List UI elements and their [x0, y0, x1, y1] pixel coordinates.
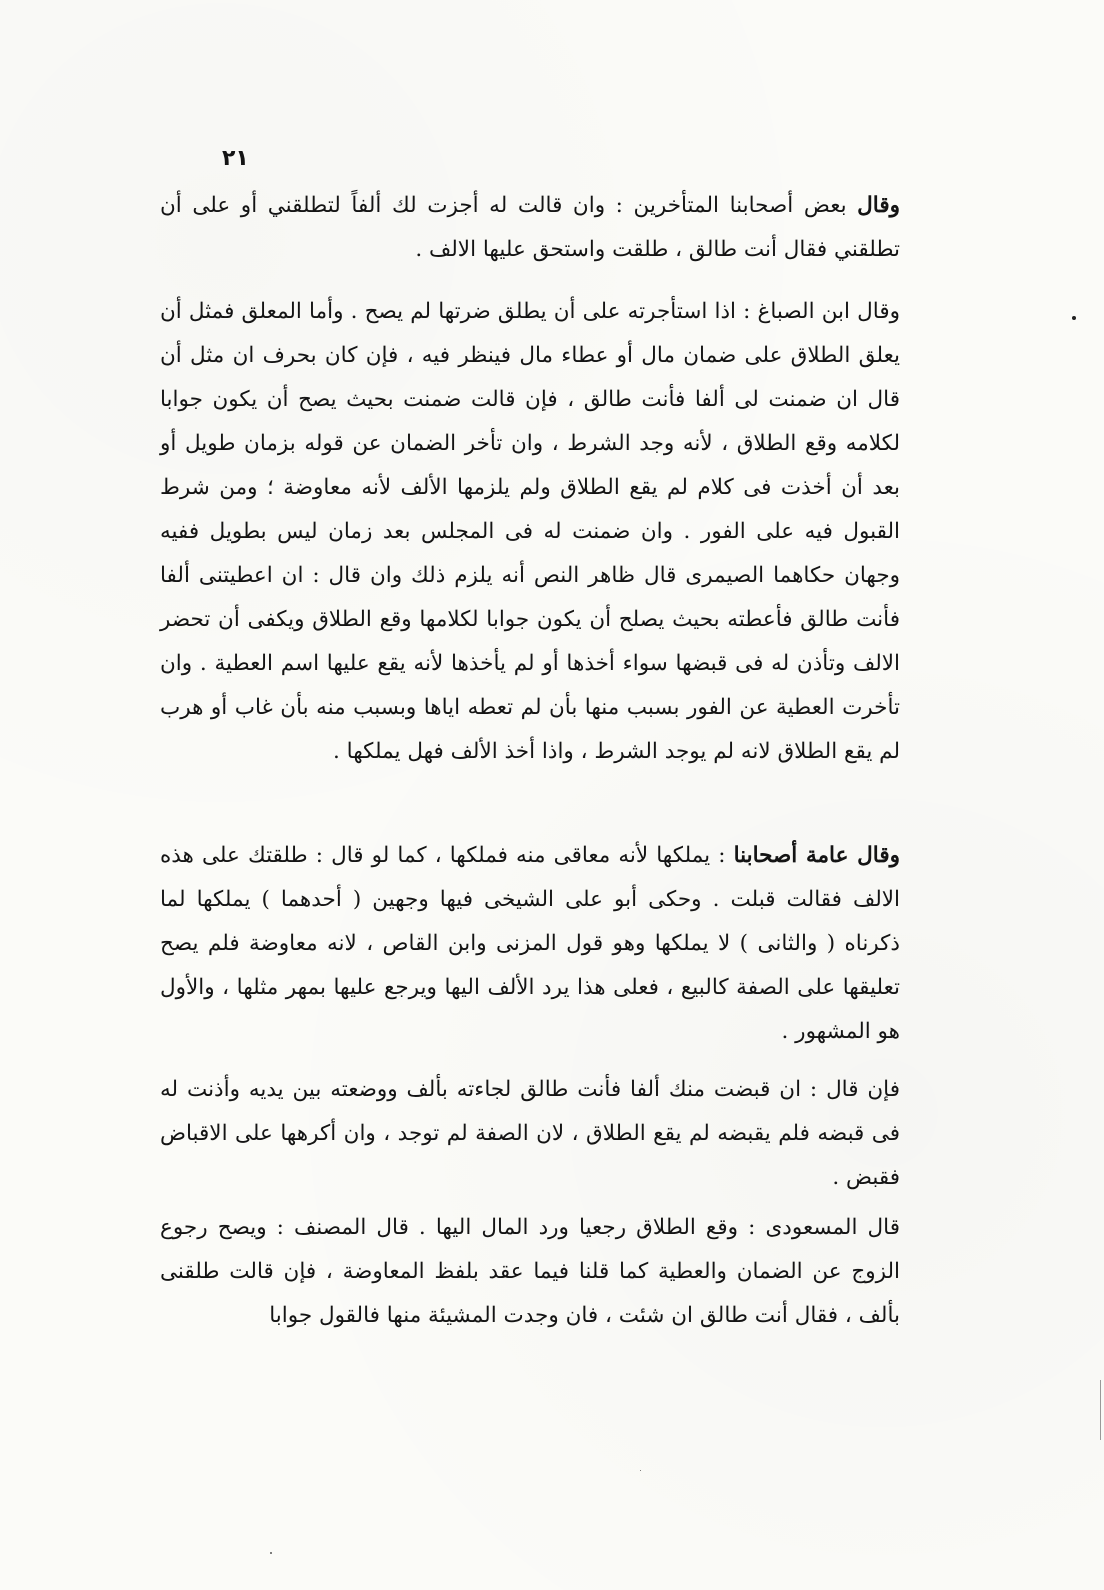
paragraph-text [160, 290, 900, 774]
paragraph-2 [160, 290, 900, 774]
margin-dot [1072, 316, 1076, 320]
paragraph-body: المسعودى : وقع الطلاق رجعيا ورد المال اليها . قال المصنف : ويصح رجوع الزوج عن الضمان والعطية كما قلنا فيما عقد بلفظ المعاوضة ، فإن قالت طلقنى بألف ، فقال أنت طالق ان شئت ، فان وجدت المشيئة منها فالقول جوابا [160, 1215, 900, 1328]
paragraph-5 [160, 1206, 900, 1338]
paragraph-body: ابن الصباغ : اذا استأجرته على أن يطلق ضرتها لم يصح . وأما المعلق فمثل أن يعلق الطلاق على ضمان مال أو عطاء مال فينظر فيه ، فإن كان بحرف ان مثل أن قال ان ضمنت لى ألفا فأنت طالق ، فإن قالت ضمنت بحيث يصح أن يكون جوابا لكلامه وقع الطلاق ، لأنه وجد الشرط ، وان تأخر الضمان عن قوله بزمان طويل أو بعد أن أخذت فى كلام لم يقع الطلاق ولم يلزمها الألف لأنه معاوضة ؛ ومن شرط القبول فيه على الفور . وان ضمنت له فى المجلس بعد زمان ليس بطويل ففيه وجهان حكاهما الصيمرى قال ظاهر النص أنه يلزم ذلك وان قال : ان اعطيتنى ألفا فأنت طالق فأعطته بحيث يصلح أن يكون جوابا لكلامها وقع الطلاق ويكفى أن تحضر الالف وتأذن له فى قبضها سواء أخذها أو لم يأخذها لأنه يقع عليها اسم العطية . وان تأخرت العطية عن الفور بسبب منها بأن لم تعطه اياها وبسبب منه بأن غاب أو هرب لم يقع الطلاق لانه لم يوجد الشرط ، واذا أخذ الألف فهل يملكها . [160, 299, 900, 764]
paragraph-lead: وقال عامة أصحابنا [733, 843, 900, 868]
scan-edge-mark [1100, 1380, 1101, 1440]
paragraph-text [160, 1068, 900, 1200]
paragraph-body: بعض أصحابنا المتأخرين : وان قالت له أجزت لك ألفاً لتطلقني أو على أن تطلقني فقال أنت طالق ، طلقت واستحق عليها الالف . [160, 193, 900, 262]
paragraph-text [160, 184, 900, 272]
paragraph-body: : يملكها لأنه معاقى منه فملكها ، كما لو قال : طلقتك على هذه الالف فقالت قبلت . وحكى أبو على الشيخى فيها وجهين ( أحدهما ) يملكها لما ذكرناه ( والثانى ) لا يملكها وهو قول المزنى وابن القاص ، لانه معاوضة فلم يصح تعليقها على الصفة كالبيع ، فعلى هذا يرد الألف اليها ويرجع عليها بمهر مثلها ، والأول هو المشهور . [160, 843, 900, 1044]
scan-speck [640, 1470, 641, 1471]
paragraph-lead: وقال [857, 299, 900, 324]
paragraph-text [160, 1206, 900, 1338]
paragraph-body: : ان قبضت منك ألفا فأنت طالق لجاءته بألف ووضعته بين يديه وأذنت له فى قبضه فلم يقبضه لم يقع الطلاق ، لان الصفة لم توجد ، وان أكرهها على الاقباض فقبض . [160, 1077, 900, 1190]
paragraph-3 [160, 834, 900, 1054]
paragraph-lead: قال [867, 1215, 900, 1240]
paragraph-lead: فإن قال [826, 1077, 901, 1102]
paragraph-lead: وقال [857, 193, 900, 218]
page-number: ٢١ [222, 146, 249, 171]
paragraph-1 [160, 184, 900, 272]
scan-speck [270, 1552, 272, 1554]
paragraph-4 [160, 1068, 900, 1200]
paragraph-text [160, 834, 900, 1054]
